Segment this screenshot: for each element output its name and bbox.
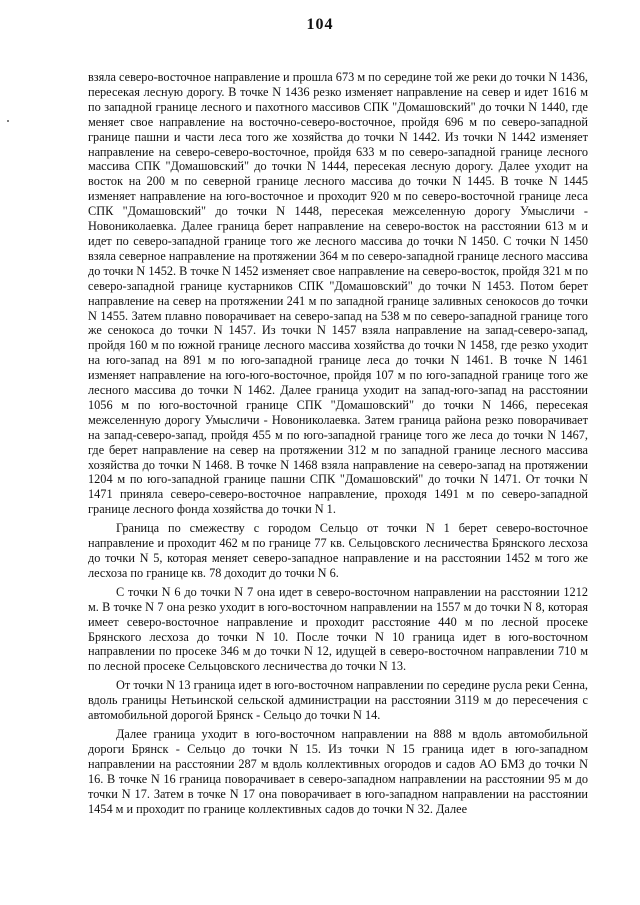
paragraph-1: взяла северо-восточное направление и прошла 673 м по середине той же реки до точки N 1436, пересекая лесную дорогу. В точке N 1436 резко изменяет направление на север и идет 1616 м по западной границе лесного и пахотного массивов СПК "Домашовский" до точки N 1440, где меняет свое направление на восточно-северо-восточное, пройдя 696 м по северо-западной границе пашни и части леса того же хозяйства до точки N 1442. Из точки N 1442 изменяет направление на северо-северо-восточное, пройдя 633 м по северо-западной границе лесного массива СПК "Домашовский" до точки N 1444, пересекая лесную дорогу. Далее уходит на восток на 200 м по северной границе лесного массива до точки N 1445. В точке N 1445 изменяет направление на юго-восточное и проходит 920 м по северо-восточной границе леса СПК "Домашовский" до точки N 1448, пересекая межселенную дорогу Умысличи - Новониколаевка. Далее граница берет направление на северо-восток на расстоянии 613 м и идет по северо-западной границе того же лесного массива до точки N 1450. С точки N 1450 взяла северное направление на протяжении 364 м по северо-западной границе лесного массива до точки N 1452. В точке N 1452 изменяет свое направление на северо-восток, пройдя 321 м по северо-западной границе кустарников СПК "Домашовский" до точки N 1453. Потом берет направление на север на протяжении 241 м по западной границе заливных сенокосов до точки N 1455. Затем плавно поворачивает на северо-запад на 538 м по северо-западной границе того же сенокоса до точки N 1457. Из точки N 1457 взяла направление на запад-северо-запад, пройдя 160 м по южной границе лесного массива хозяйства до точки N 1458, где резко уходит на юго-запад на 891 м по юго-западной границе леса до точки N 1461. В точке N 1461 изменяет направление на юго-юго-восточное, пройдя 107 м по юго-западной границе того же лесного массива до точки N 1462. Далее граница уходит на запад-юго-запад на расстоянии 1056 м по юго-восточной границе СПК "Домашовский" до точки N 1466, пересекая межселенную дорогу Умысличи - Новониколаевка. Затем граница района резко поворачивает на запад-северо-запад, пройдя 455 м по юго-западной границе того же леса до точки N 1467, где берет направление на север на протяжении 312 м по западной границе лесного массива хозяйства до точки N 1468. В точке N 1468 взяла направление на северо-запад на протяжении 1204 м по юго-западной границе пашни СПК "Домашовский" до точки N 1471. От точки N 1471 приняла северо-северо-восточное направление, проходя 1491 м по северо-западной границе лесного фонда хозяйства до точки N 1.: [88, 70, 588, 517]
document-body: [88, 70, 588, 820]
paragraph-3: С точки N 6 до точки N 7 она идет в северо-восточном направлении на расстоянии 1212 м. В точке N 7 она резко уходит в юго-восточном направлении на 1557 м до точки N 8, которая имеет северо-восточное направление и проходит расстояние 440 м по лесной просеке Брянского лесхоза до точки N 10. После точки N 10 граница идет в юго-восточном направлении по просеке 346 м до точки N 12, идущей в северо-восточном направлении 710 м по лесной просеке Сельцовского лесничества до точки N 13.: [88, 584, 588, 674]
paragraph-2: Граница по смежеству с городом Сельцо от точки N 1 берет северо-восточное направление и проходит 462 м по границе 77 кв. Сельцовского лесничества Брянского лесхоза до точки N 5, которая меняет северо-западное направление и на расстоянии 1452 м того же лесхоза по границе кв. 78 доходит до точки N 6.: [88, 521, 588, 580]
page-number: 104: [306, 16, 334, 33]
paragraph-4: От точки N 13 граница идет в юго-восточном направлении по середине русла реки Сенна, вдоль границы Нетьинской сельской администрации на расстоянии 3119 м до пересечения с автомобильной дорогой Брянск - Сельцо до точки N 14.: [88, 678, 588, 723]
paragraph-5: Далее граница уходит в юго-восточном направлении на 888 м вдоль автомобильной дороги Брянск - Сельцо до точки N 15. Из точки N 15 граница идет в юго-западном направлении на расстоянии 287 м вдоль коллективных огородов и садов АО БМЗ до точки N 16. В точке N 16 граница поворачивает в северо-западном направлении на расстоянии 95 м до точки N 17. Затем в точке N 17 она поворачивает в юго-западном направлении на расстоянии 1454 м и проходит по границе коллективных садов до точки N 32. Далее: [88, 726, 588, 816]
margin-dot: [7, 120, 9, 122]
